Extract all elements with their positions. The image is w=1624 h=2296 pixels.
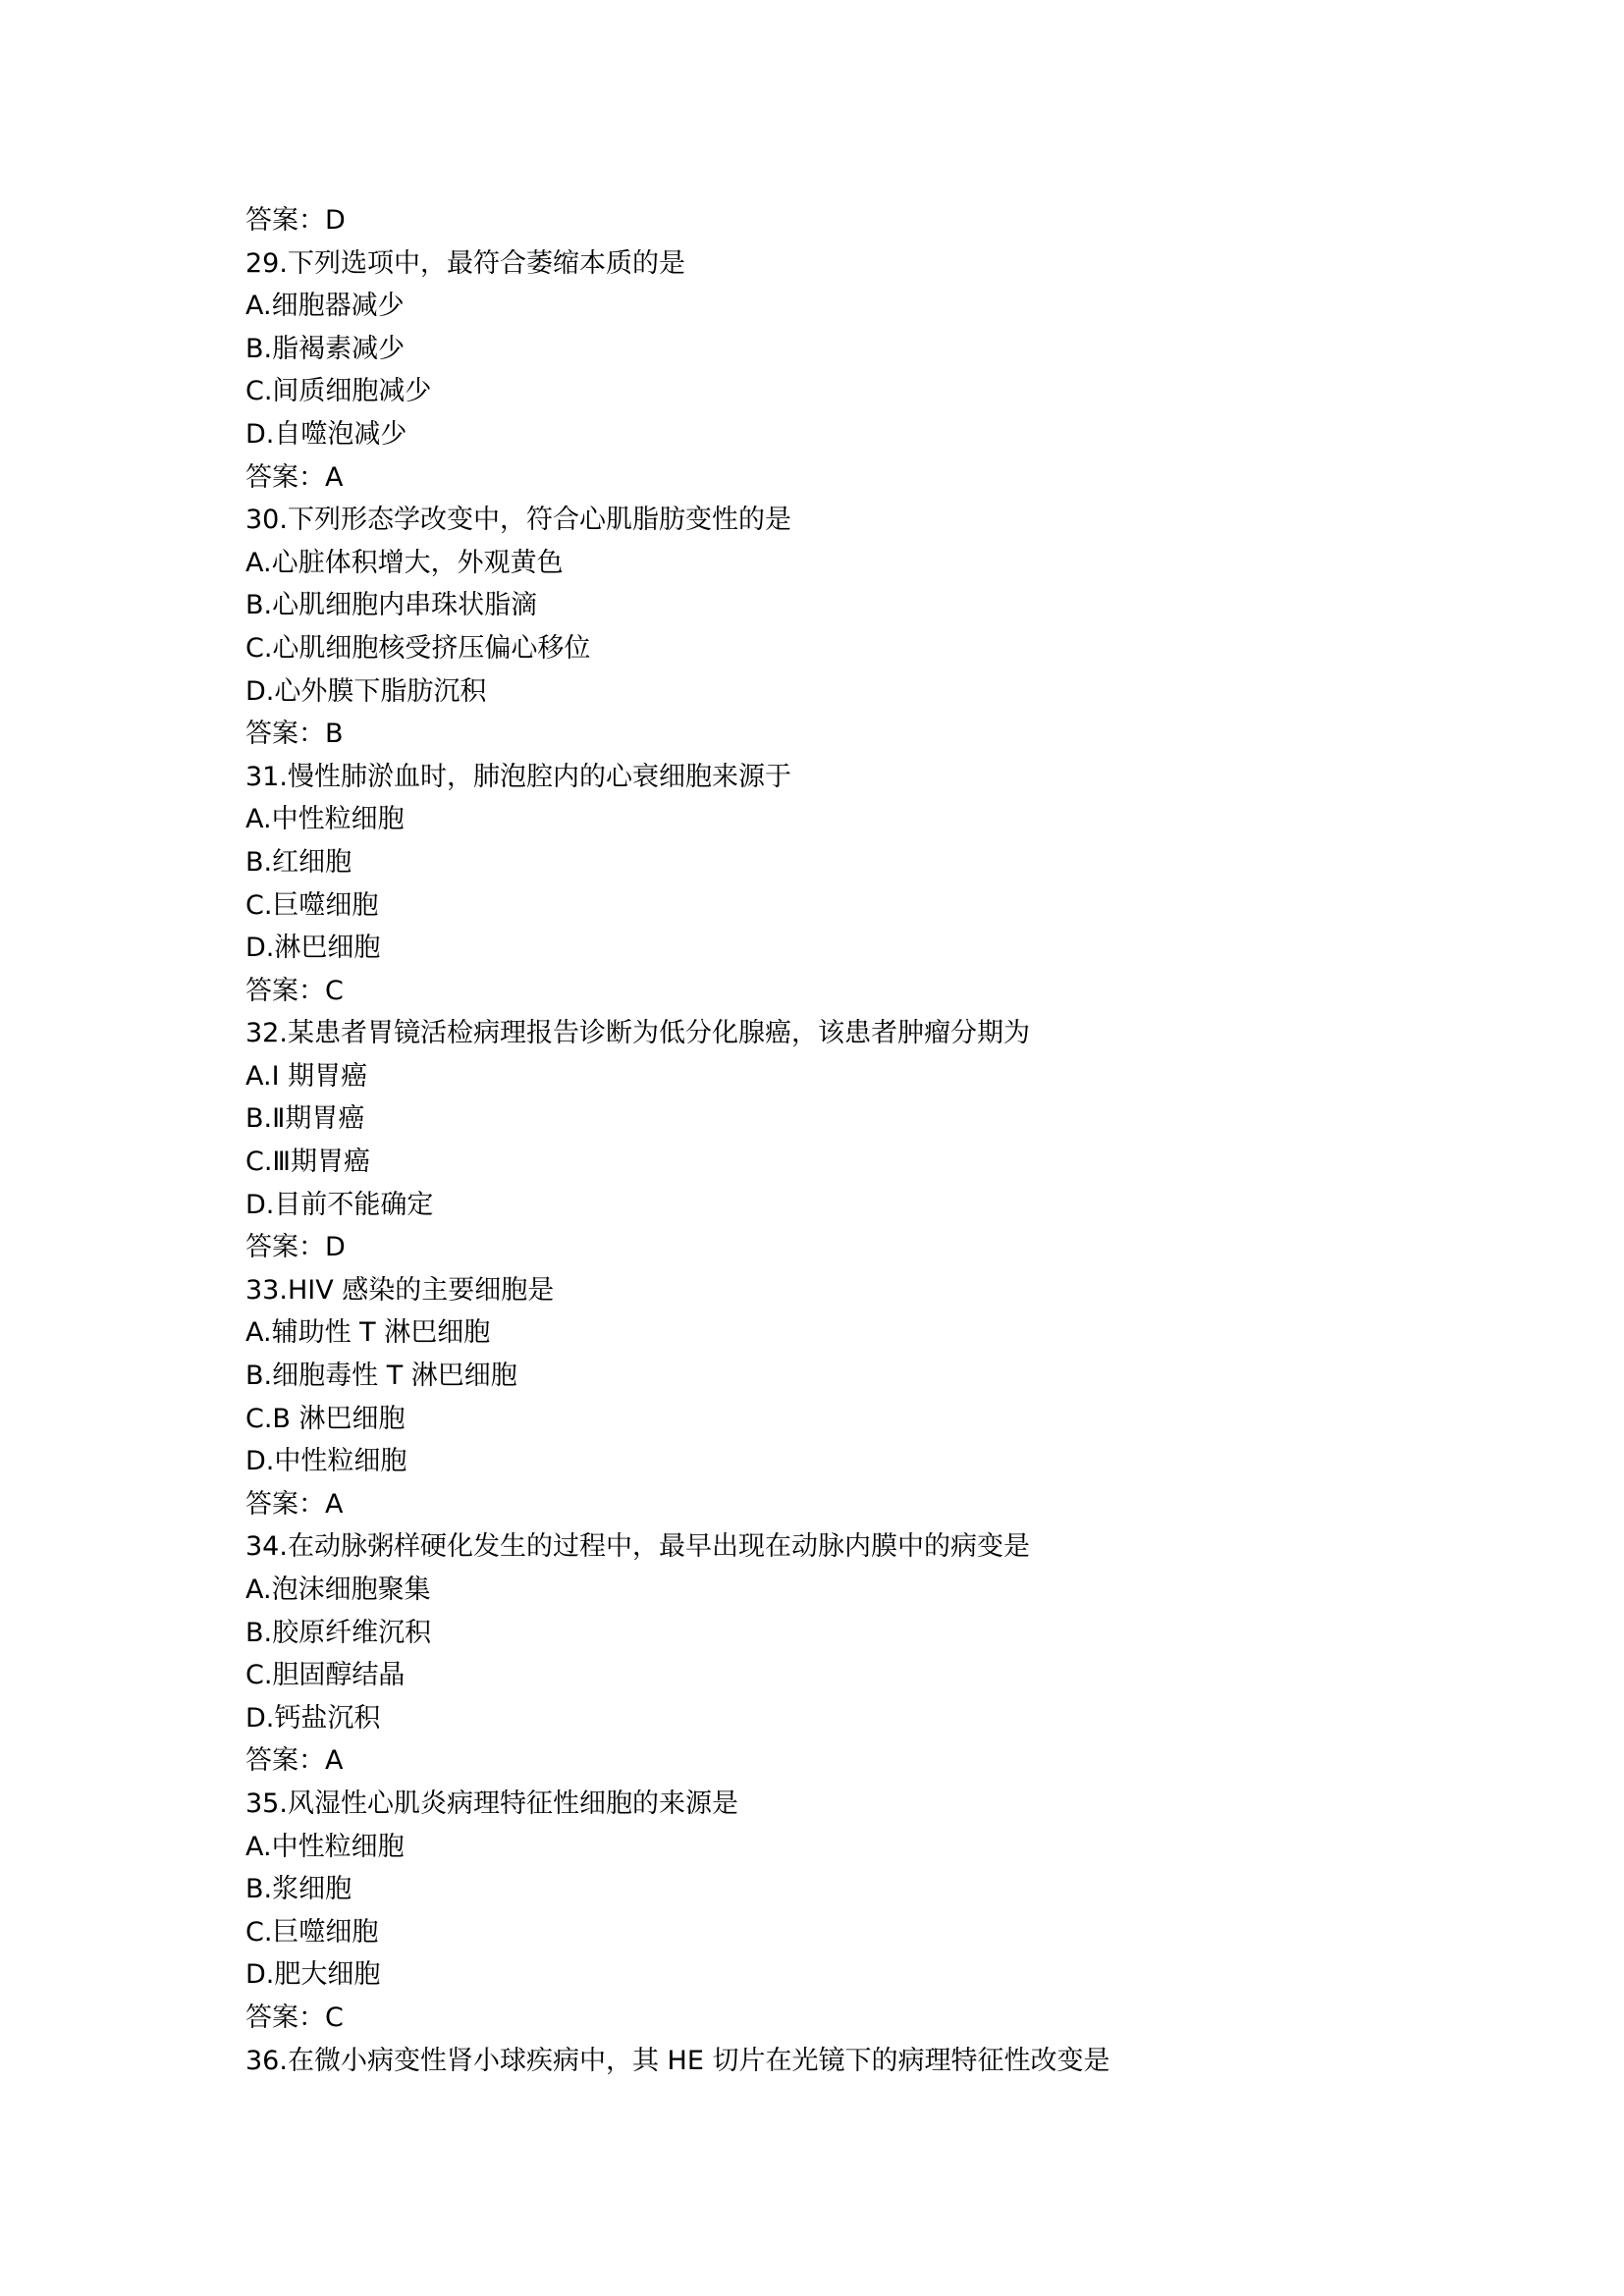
option-line: B.红细胞: [245, 846, 352, 878]
question-32: 32.某患者胃镜活检病理报告诊断为低分化腺癌，该患者肿瘤分期为: [245, 1018, 1030, 1049]
option-line: C.B 淋巴细胞: [245, 1403, 406, 1434]
answer-line: 答案：A: [245, 1488, 344, 1520]
question-35: 35.风湿性心肌炎病理特征性细胞的来源是: [245, 1788, 738, 1819]
question-34: 34.在动脉粥样硬化发生的过程中，最早出现在动脉内膜中的病变是: [245, 1531, 1030, 1563]
option-line: A.I 期胃癌: [245, 1060, 368, 1092]
option-line: C.巨噬细胞: [245, 1916, 379, 1948]
question-31: 31.慢性肺淤血时，肺泡腔内的心衰细胞来源于: [245, 761, 791, 792]
option-line: B.浆细胞: [245, 1874, 352, 1905]
answer-line: 答案：B: [245, 719, 344, 750]
option-line: A.心脏体积增大，外观黄色: [245, 547, 564, 578]
question-30: 30.下列形态学改变中，符合心肌脂肪变性的是: [245, 505, 791, 536]
question-33: 33.HIV 感染的主要细胞是: [245, 1274, 555, 1306]
option-line: C.巨噬细胞: [245, 889, 379, 921]
answer-line: 答案：C: [245, 2002, 344, 2033]
option-line: D.自噬泡减少: [245, 418, 407, 450]
option-line: C.心肌细胞核受挤压偏心移位: [245, 632, 591, 664]
answer-line: 答案：C: [245, 975, 344, 1006]
answer-line: 答案：A: [245, 461, 344, 493]
answer-line: 答案：D: [245, 205, 346, 236]
option-line: C.胆固醇结晶: [245, 1660, 406, 1691]
option-line: D.中性粒细胞: [245, 1446, 407, 1477]
question-29: 29.下列选项中，最符合萎缩本质的是: [245, 247, 685, 279]
option-line: B.Ⅱ期胃癌: [245, 1103, 365, 1135]
option-line: D.淋巴细胞: [245, 933, 381, 964]
option-line: C.间质细胞减少: [245, 376, 432, 407]
option-line: D.肥大细胞: [245, 1959, 381, 1991]
option-line: A.辅助性 T 淋巴细胞: [245, 1317, 491, 1349]
option-line: A.中性粒细胞: [245, 1831, 405, 1862]
question-36: 36.在微小病变性肾小球疾病中，其 HE 切片在光镜下的病理特征性改变是: [245, 2045, 1110, 2076]
answer-line: 答案：D: [245, 1232, 346, 1263]
option-line: C.Ⅲ期胃癌: [245, 1147, 371, 1178]
option-line: D.钙盐沉积: [245, 1702, 381, 1734]
question-text-block: [245, 199, 1424, 2082]
option-line: A.细胞器减少: [245, 291, 405, 322]
option-line: A.泡沫细胞聚集: [245, 1575, 431, 1605]
answer-line: 答案：A: [245, 1745, 344, 1777]
option-line: B.细胞毒性 T 淋巴细胞: [245, 1361, 517, 1392]
option-line: D.心外膜下脂肪沉积: [245, 675, 487, 707]
option-line: B.脂褐素减少: [245, 333, 406, 364]
option-line: B.心肌细胞内串珠状脂滴: [245, 590, 538, 621]
option-line: A.中性粒细胞: [245, 804, 405, 835]
option-line: B.胶原纤维沉积: [245, 1617, 432, 1648]
option-line: D.目前不能确定: [245, 1189, 434, 1220]
